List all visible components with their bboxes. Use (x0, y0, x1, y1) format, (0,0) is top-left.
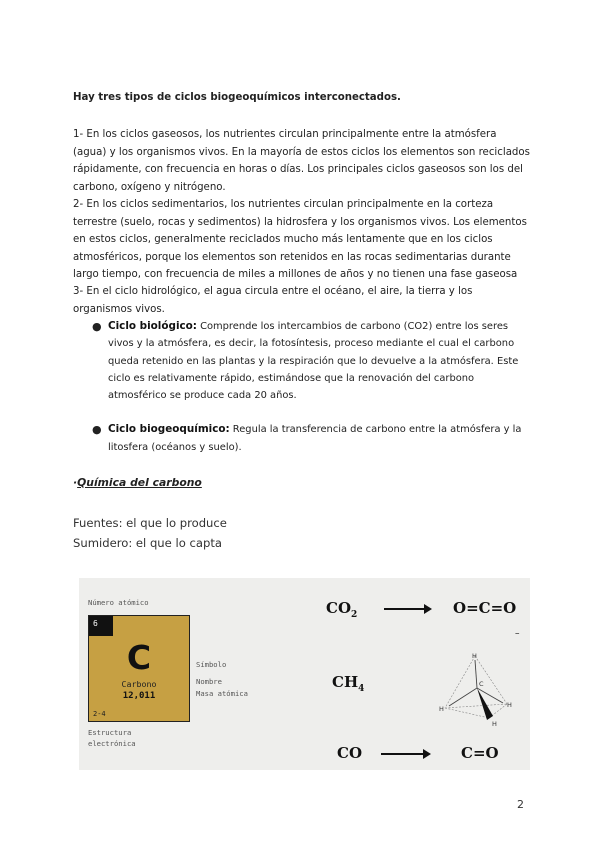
bullet-text: Comprende los intercambios de carbono (CO2) entre los seres vivos y la atmósfera, es decir, la fotosíntesis, proceso mediante el cual el carbono queda retenido en las plantas y la respiración que lo devuelve a la atmósfera. Este ciclo es relativamente rápido, estimándose que la renovación del carbono atmosférico se produce cada 20 años. (108, 321, 519, 402)
structure-co: C=O (461, 744, 499, 762)
atom-h-right: H (507, 701, 512, 709)
element-name: Carbono (121, 679, 157, 689)
c-h-bonds (449, 660, 503, 706)
electron-config: 2-4 (93, 710, 106, 718)
section-title (73, 476, 202, 489)
atom-h-top: H (472, 652, 477, 660)
section-prefix: · (73, 476, 78, 489)
atom-c: C (479, 680, 484, 688)
list-item (92, 318, 532, 404)
structure-co2: O=C=O (453, 599, 517, 617)
dash-mark: – (515, 629, 520, 639)
element-symbol: C (126, 638, 152, 677)
bullet-term: Ciclo biogeoquímico: (108, 423, 230, 436)
definition-sumidero: Sumidero: el que lo capta (73, 536, 222, 550)
bullet-text: Regula la transferencia de carbono entre la atmósfera y la litosfera (océanos y suelo). (108, 424, 522, 453)
methane-tetrahedron (437, 648, 517, 732)
atom-h-front: H (492, 720, 497, 728)
formula-ch4: $CH_4$ (332, 673, 365, 694)
formula-co: CO (337, 744, 363, 762)
label-electronica: electrónica (88, 739, 136, 748)
heading: Hay tres tipos de ciclos biogeoquímicos interconectados. (73, 92, 401, 103)
atomic-number: 6 (89, 616, 113, 636)
definition-fuentes: Fuentes: el que lo produce (73, 516, 227, 530)
arrow-icon (381, 753, 429, 755)
label-nombre: Nombre (196, 677, 222, 686)
section-title-text: Química del carbono (77, 476, 202, 489)
tetrahedron-edges (445, 656, 507, 718)
bullet-list (92, 318, 532, 456)
label-numero-atomico: Número atómico (88, 598, 149, 607)
paragraph-hydrologic-cycle: 3- En el ciclo hidrológico, el agua circula entre el océano, el aire, la tierra y los organismos vivos. (73, 286, 473, 315)
list-item (92, 421, 532, 456)
paragraph-sedimentary-cycles: 2- En los ciclos sedimentarios, los nutrientes circulan principalmente en la corteza terrestre (suelo, rocas y sedimentos) la hidrosfera y los organismos vivos. Los elementos en estos ciclos, generalmente reciclados mucho más lentamente que en los ciclos atmosféricos, porque los elementos son retenidos en las rocas sedimentarias durante largo tiempo, con frecuencia de miles a millones de años y no tienen una fase gaseosa (73, 199, 527, 280)
label-masa-atomica: Masa atómica (196, 689, 248, 698)
definitions (73, 513, 227, 553)
element-tile (88, 615, 190, 722)
atom-h-left: H (439, 705, 444, 713)
label-estructura: Estructura (88, 728, 132, 737)
arrow-icon (384, 608, 430, 610)
bullet-dot-icon: ● (92, 320, 102, 333)
carbon-figure (79, 578, 530, 770)
bullet-term: Ciclo biológico: (108, 320, 197, 332)
label-simbolo: Símbolo (196, 660, 227, 669)
atomic-mass: 12,011 (122, 691, 156, 701)
bullet-dot-icon: ● (92, 423, 102, 437)
formula-co2: $CO_2$ (326, 599, 358, 620)
page-number: 2 (517, 798, 524, 811)
paragraph-gaseous-cycles: 1- En los ciclos gaseosos, los nutrientes circulan principalmente entre la atmósfera (agua) y los organismos vivos. En la mayoría de estos ciclos los elementos son reciclados rápidamente, con frecuencia en horas o días. Los principales ciclos gaseosos son los del carbono, oxígeno y nitrógeno. (73, 129, 530, 193)
